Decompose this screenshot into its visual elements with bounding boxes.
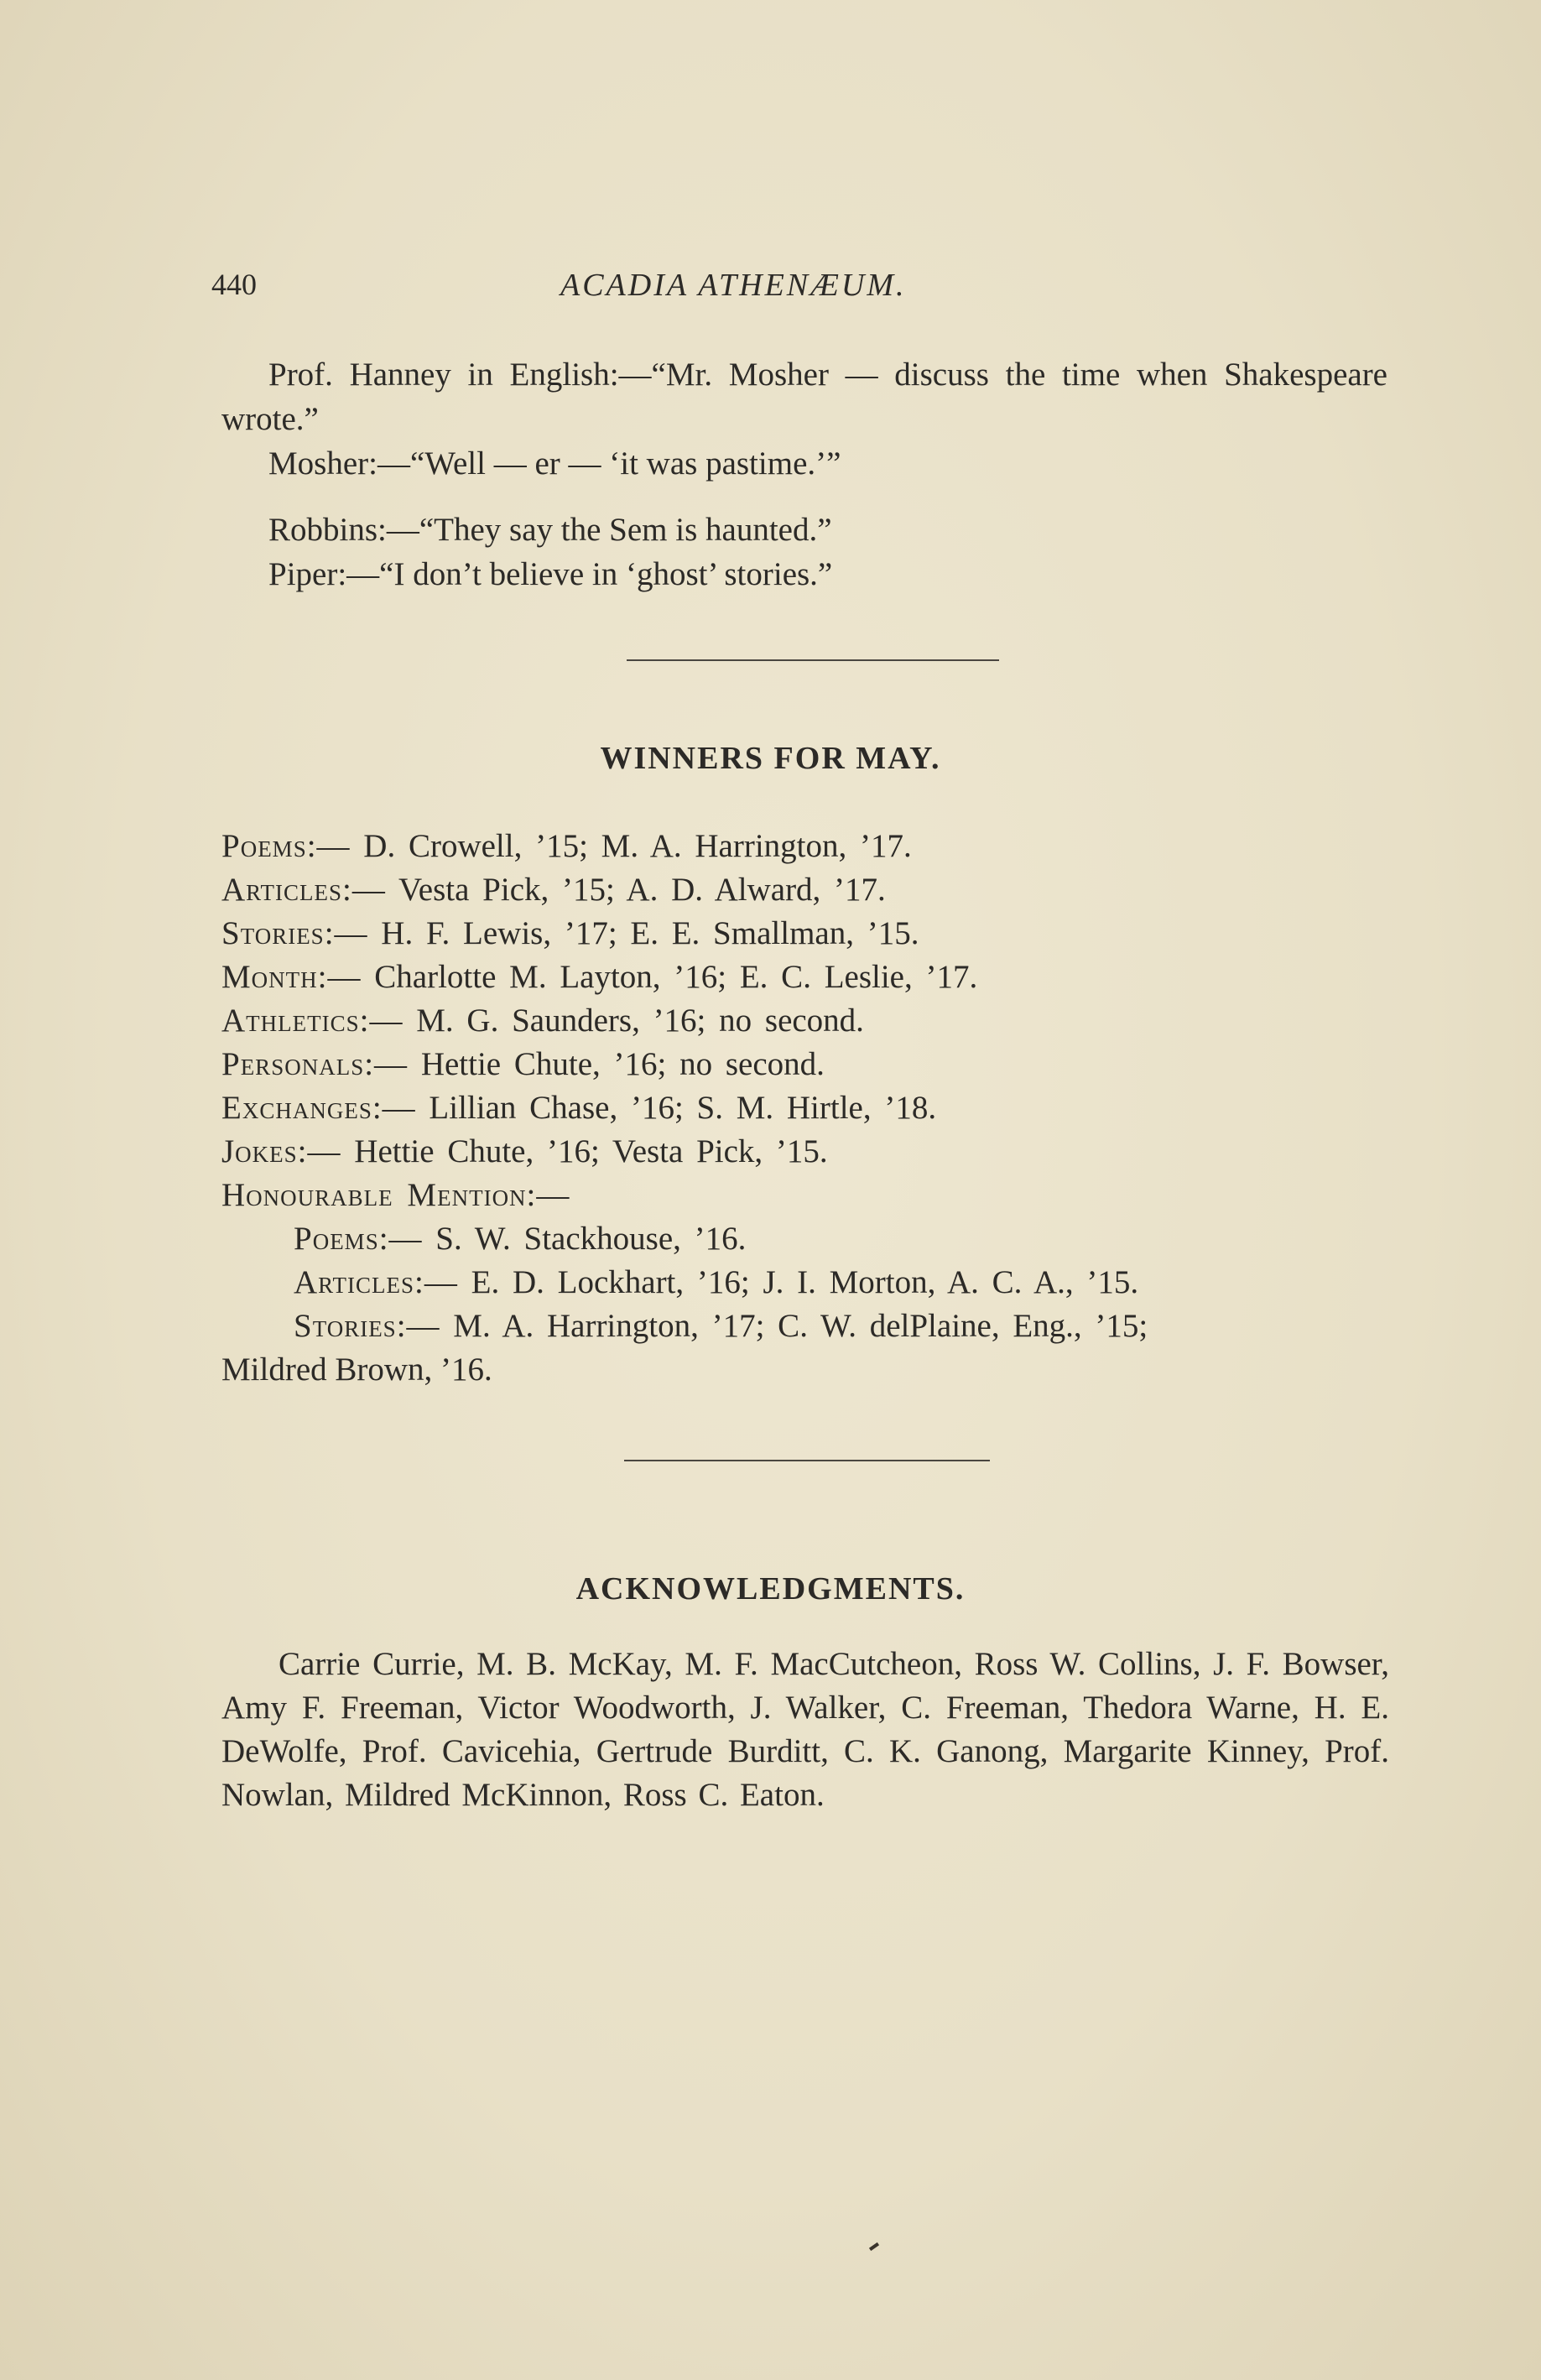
- winner-category: Athletics:—: [221, 1003, 403, 1039]
- winner-row: [221, 912, 1396, 956]
- mention-row: [221, 1305, 1396, 1348]
- mention-names: S. W. Stackhouse, ’16.: [435, 1221, 747, 1257]
- winner-category: Month:—: [221, 959, 362, 995]
- joke-line: Robbins:—“They say the Sem is haunted.”: [268, 512, 832, 548]
- winner-names: Hettie Chute, ’16; Vesta Pick, ’15.: [354, 1133, 828, 1169]
- mention-category: Stories:—: [294, 1308, 440, 1344]
- winner-names: Charlotte M. Layton, ’16; E. C. Leslie, ’17.: [374, 959, 978, 995]
- section-divider: [627, 659, 999, 661]
- mention-names: M. A. Harrington, ’17; C. W. delPlaine, Eng., ’15;: [453, 1308, 1148, 1344]
- winner-category: Exchanges:—: [221, 1090, 416, 1126]
- winner-row: [221, 1086, 1396, 1130]
- mention-continuation: Mildred Brown, ’16.: [221, 1351, 492, 1388]
- winner-category: Jokes:—: [221, 1133, 341, 1169]
- joke-line: Prof. Hanney in English:—“Mr. Mosher — discuss the time when Shakespeare wrote.”: [221, 357, 1387, 437]
- page-number: 440: [211, 268, 257, 301]
- joke-line: Piper:—“I don’t believe in ‘ghost’ stories.”: [268, 556, 833, 592]
- winner-names: D. Crowell, ’15; M. A. Harrington, ’17.: [363, 828, 912, 864]
- mention-names: E. D. Lockhart, ’16; J. I. Morton, A. C. A., ’15.: [471, 1264, 1139, 1300]
- ink-mark: [869, 2242, 879, 2251]
- running-title: ACADIA ATHENÆUM.: [560, 268, 907, 303]
- winner-names: Hettie Chute, ’16; no second.: [420, 1046, 825, 1082]
- winner-row: [221, 825, 1396, 868]
- mention-category: Articles:—: [294, 1264, 458, 1300]
- honourable-mention-label: Honourable Mention:—: [221, 1177, 570, 1213]
- winner-row: [221, 999, 1396, 1043]
- winners-heading: WINNERS FOR MAY.: [600, 741, 941, 776]
- winner-category: Stories:—: [221, 915, 368, 951]
- mention-row: [221, 1261, 1396, 1305]
- section-divider: [624, 1460, 990, 1461]
- winner-names: Vesta Pick, ’15; A. D. Alward, ’17.: [398, 872, 886, 908]
- winner-names: M. G. Saunders, ’16; no second.: [416, 1003, 864, 1039]
- joke-line: Mosher:—“Well — er — ‘it was pastime.’”: [268, 445, 841, 482]
- winner-row: [221, 956, 1396, 999]
- acknowledgments-text: Carrie Currie, M. B. McKay, M. F. MacCutcheon, Ross W. Collins, J. F. Bowser, Amy F. Freeman, Victor Woodworth, J. Walker, C. Freeman, Thedora Warne, H. E. DeWolfe, Prof. Cavicehia, Gertrude Burditt, C. K. Ganong, Margarite Kinney, Prof. Nowlan, Mildred McKinnon, Ross C. Eaton.: [221, 1646, 1389, 1813]
- winner-names: H. F. Lewis, ’17; E. E. Smallman, ’15.: [381, 915, 919, 951]
- winner-category: Personals:—: [221, 1046, 409, 1082]
- winner-row: [221, 868, 1396, 912]
- winners-list: [221, 825, 1396, 1392]
- jokes-section: [221, 352, 1387, 596]
- winner-category: Poems:—: [221, 828, 351, 864]
- mention-category: Poems:—: [294, 1221, 423, 1257]
- running-head: [0, 267, 1541, 309]
- winner-names: Lillian Chase, ’16; S. M. Hirtle, ’18.: [429, 1090, 937, 1126]
- mention-row: [221, 1217, 1396, 1261]
- winner-category: Articles:—: [221, 872, 386, 908]
- winner-row: [221, 1130, 1396, 1174]
- acknowledgments-heading: ACKNOWLEDGMENTS.: [575, 1571, 966, 1607]
- winner-row: [221, 1043, 1396, 1086]
